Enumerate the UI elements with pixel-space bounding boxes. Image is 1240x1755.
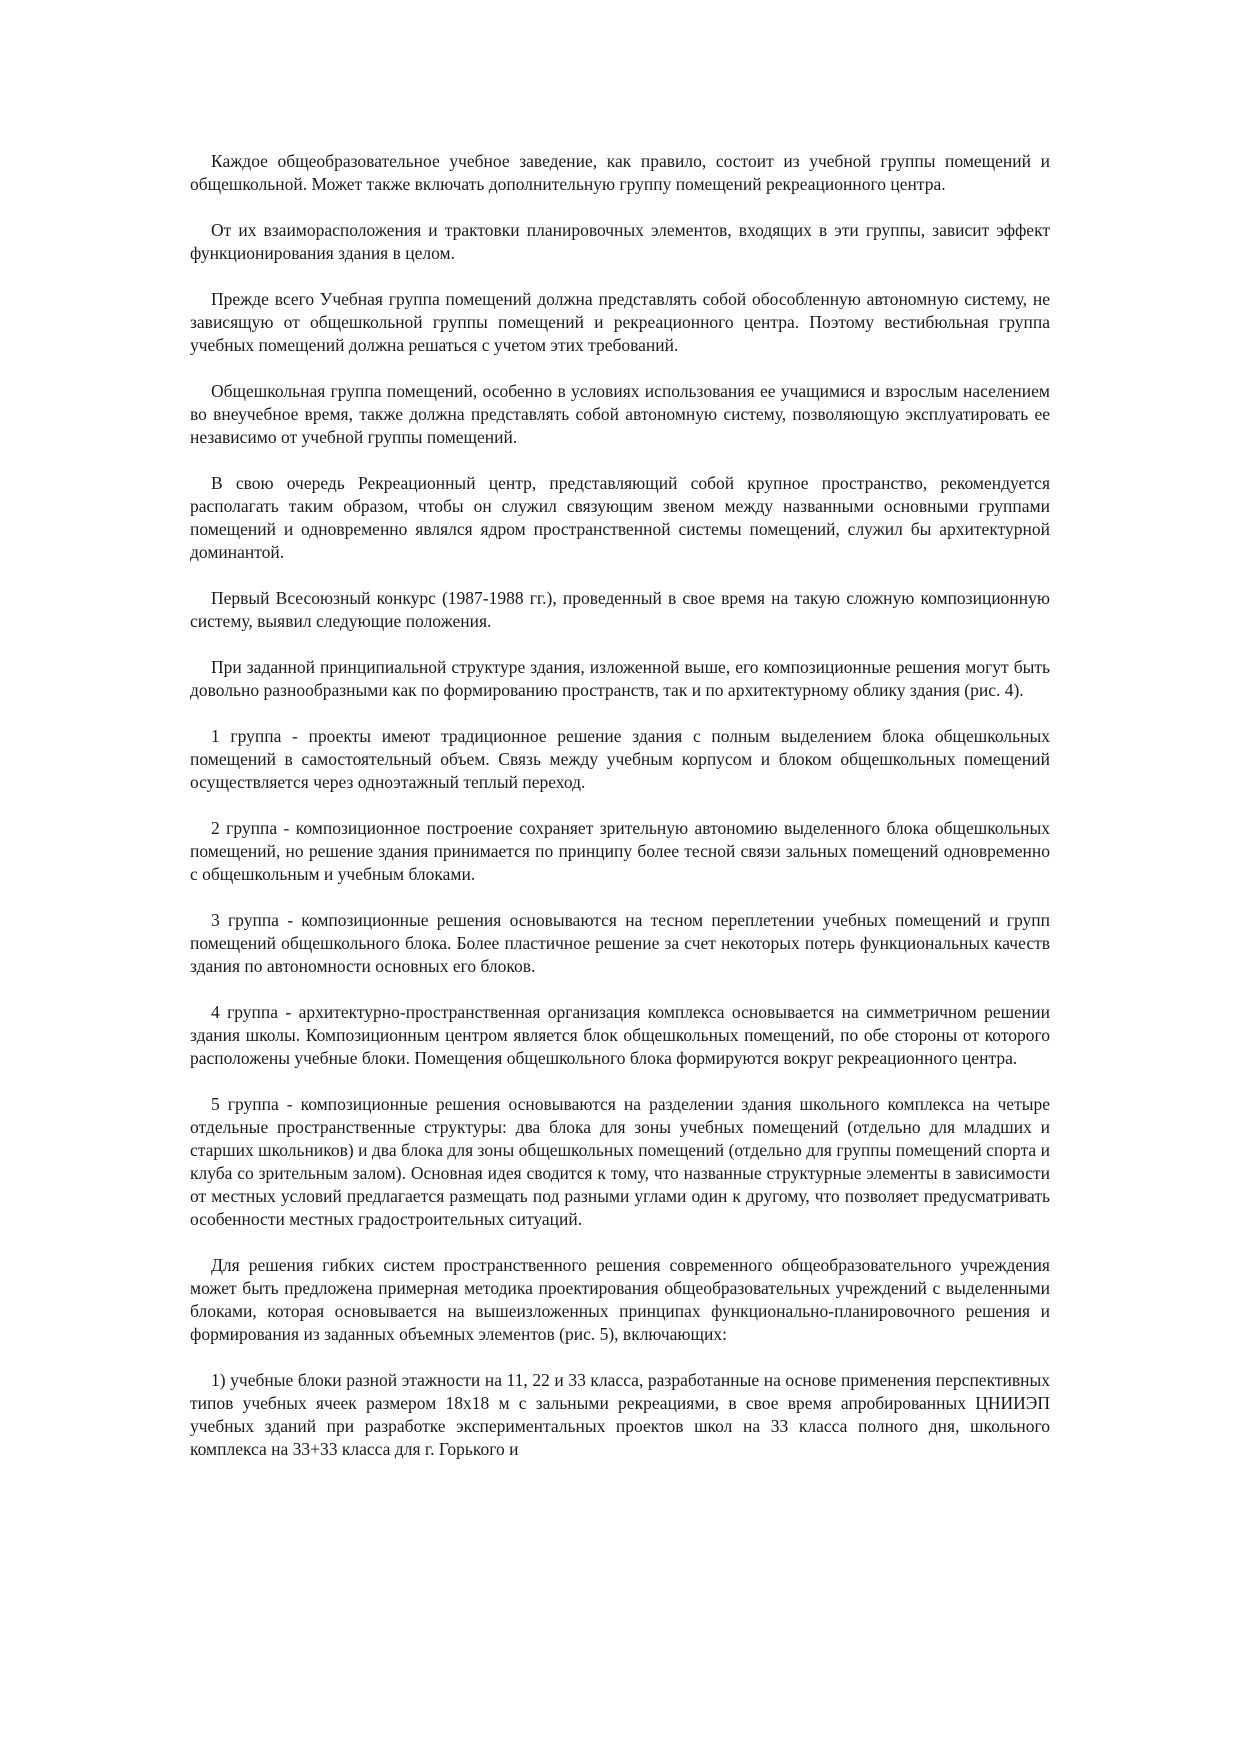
paragraph-8: 1 группа - проекты имеют традиционное решение здания с полным выделением блока общешкольных помещений в самостоятельный объем. Связь между учебным корпусом и блоком общешкольных помещений осуществляется через одноэтажный теплый переход.: [190, 726, 1050, 792]
paragraph-9: 2 группа - композиционное построение сохраняет зрительную автономию выделенного блока общешкольных помещений, но решение здания принимается по принципу более тесной связи зальных помещений одновременно с общешкольным и учебным блоками.: [190, 818, 1050, 884]
document-page: [190, 150, 1050, 1484]
paragraph-14: 1) учебные блоки разной этажности на 11, 22 и 33 класса, разработанные на основе применения перспективных типов учебных ячеек размером 18х18 м с зальными рекреациями, в свое время апробированных ЦНИИЭП учебных зданий при разработке экспериментальных проектов школ на 33 класса полного дня, школьного комплекса на 33+33 класса для г. Горького и: [190, 1370, 1050, 1459]
paragraph-4: Общешкольная группа помещений, особенно в условиях использования ее учащимися и взрослым населением во внеучебное время, также должна представлять собой автономную систему, позволяющую эксплуатировать ее независимо от учебной группы помещений.: [190, 381, 1050, 447]
paragraph-2: От их взаиморасположения и трактовки планировочных элементов, входящих в эти группы, зависит эффект функционирования здания в целом.: [190, 220, 1050, 263]
paragraph-1: Каждое общеобразовательное учебное заведение, как правило, состоит из учебной группы помещений и общешкольной. Может также включать дополнительную группу помещений рекреационного центра.: [190, 151, 1050, 194]
paragraph-12: 5 группа - композиционные решения основываются на разделении здания школьного комплекса на четыре отдельные пространственные структуры: два блока для зоны учебных помещений (отдельно для младших и старших школьников) и два блока для зоны общешкольных помещений (отдельно для группы помещений спорта и клуба со зрительным залом). Основная идея сводится к тому, что названные структурные элементы в зависимости от местных условий предлагается размещать под разными углами один к другому, что позволяет предусматривать особенности местных градостроительных ситуаций.: [190, 1094, 1050, 1229]
paragraph-5: В свою очередь Рекреационный центр, представляющий собой крупное пространство, рекомендуется располагать таким образом, чтобы он служил связующим звеном между названными основными группами помещений и одновременно являлся ядром пространственной системы помещений, служил бы архитектурной доминантой.: [190, 473, 1050, 562]
paragraph-11: 4 группа - архитектурно-пространственная организация комплекса основывается на симметричном решении здания школы. Композиционным центром является блок общешкольных помещений, по обе стороны от которого расположены учебные блоки. Помещения общешкольного блока формируются вокруг рекреационного центра.: [190, 1002, 1050, 1068]
paragraph-6: Первый Всесоюзный конкурс (1987-1988 гг.), проведенный в свое время на такую сложную композиционную систему, выявил следующие положения.: [190, 588, 1050, 631]
paragraph-7: При заданной принципиальной структуре здания, изложенной выше, его композиционные решения могут быть довольно разнообразными как по формированию пространств, так и по архитектурному облику здания (рис. 4).: [190, 657, 1050, 700]
paragraph-10: 3 группа - композиционные решения основываются на тесном переплетении учебных помещений и групп помещений общешкольного блока. Более пластичное решение за счет некоторых потерь функциональных качеств здания по автономности основных его блоков.: [190, 910, 1050, 976]
paragraph-3: Прежде всего Учебная группа помещений должна представлять собой обособленную автономную систему, не зависящую от общешкольной группы помещений и рекреационного центра. Поэтому вестибюльная группа учебных помещений должна решаться с учетом этих требований.: [190, 289, 1050, 355]
paragraph-13: Для решения гибких систем пространственного решения современного общеобразовательного учреждения может быть предложена примерная методика проектирования общеобразовательных учреждений с выделенными блоками, которая основывается на вышеизложенных принципах функционально-планировочного решения и формирования из заданных объемных элементов (рис. 5), включающих:: [190, 1255, 1050, 1344]
